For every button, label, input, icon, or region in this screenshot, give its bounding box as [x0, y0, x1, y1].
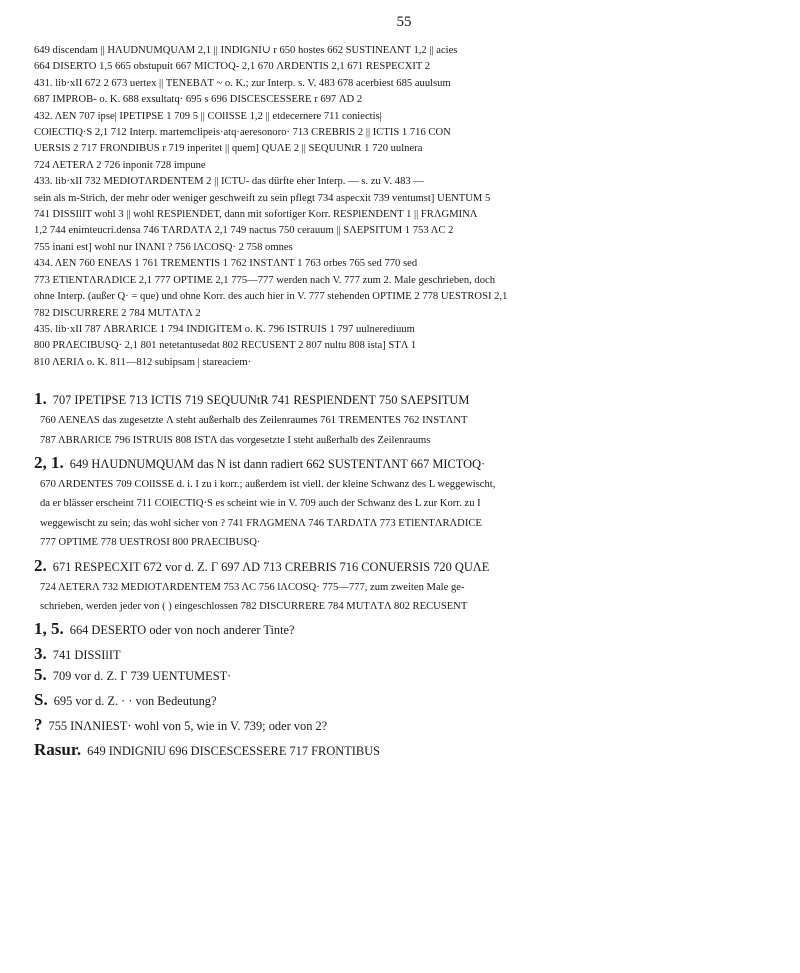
- text-line: 432. ΛΕΝ 707 ipse| IPETIPSE 1 709 5 || COlISSE 1,2 || etdecernere 711 coniectis|: [34, 110, 382, 122]
- note-line: [34, 644, 774, 665]
- note-text: da er blässer erscheint 711 COlECTIQ·S es scheint wie in V. 709 auch der Schwanz des L zur Korr. zu I: [40, 498, 481, 510]
- note-marker: 3.: [34, 644, 47, 664]
- note-line: [34, 577, 774, 596]
- note-line: [34, 513, 774, 532]
- text-line: 664 DISERTO 1,5 665 obstupuit 667 ΜICTOQ- 2,1 670 ΛRDENTIS 2,1 671 RESPECXIT 2: [34, 61, 431, 73]
- text-line: 782 DISCURRERE 2 784 ΜUTΛTΛ 2: [34, 307, 201, 319]
- note-text: 777 OPTIΜE 778 UESTROSI 800 PRΛECIBUSQ·: [40, 537, 261, 549]
- text-line: 434. ΛΕΝ 760 ENEΛS 1 761 TREΜENTIS 1 762 INSTΛNT 1 763 orbes 765 sed 770 sed: [34, 258, 418, 270]
- note-line: [34, 532, 774, 551]
- note-text: schrieben, werden jeder von ( ) eingeschlossen 782 DISCURRERE 784 ΜUTΛTΛ 802 RECUSENT: [40, 600, 468, 612]
- note-line: [34, 556, 774, 577]
- note-marker: 2.: [34, 555, 47, 575]
- text-line: 1,2 744 enimteucri.densa 746 TΛRDΛTΛ 2,1 749 nactus 750 cerauum || SΛEPSITUΜ 1 753 ΛC 2: [34, 225, 454, 237]
- note-text: weggewischt zu sein; das wohl sicher von ? 741 FRΛGΜENΛ 746 TΛRDΛTΛ 773 ETlENTΛRΛDICE: [40, 517, 482, 529]
- note-text: 709 vor d. Z. Γ 739 UENTUΜEST·: [52, 669, 232, 684]
- note-marker: ?: [34, 715, 43, 735]
- text-line: 649 discendam || ΗΛUDNUΜQUΛΜ 2,1 || INDIGNI∪ r 650 hostes 662 SUSTINEΛNT 1,2 || acies: [34, 45, 458, 56]
- text-line: 773 ETlENTΛRΛDICE 2,1 777 OPTIΜE 2,1 775—777 werden nach V. 777 zum 2. Male geschrieben, doch: [34, 274, 496, 286]
- text-line: sein als m-Strich, der mehr oder weniger geschweift zu sein pflegt 734 aspecxit 739 ventumst] UENTUΜ 5: [34, 192, 491, 204]
- text-line: COlECTIQ·S 2,1 712 Interp. martemclipeis·atq·aeresonoro· 713 CREBRIS 2 || ICTIS 1 716 CON: [34, 127, 451, 139]
- note-line: [34, 665, 774, 686]
- note-text: 671 RESPECXIT 672 vor d. Z. Γ 697 ΛD 713 CREBRIS 716 CONUERSIS 720 QUΛE: [52, 559, 490, 574]
- text-line: 687 IMPROB- o. K. 688 exsultatq· 695 s 696 DISCESCESSERE r 697 ΛD 2: [34, 94, 363, 106]
- text-line: UERSIS 2 717 FRONDIBUS r 719 inperitet || quem] QUΛE 2 || SEQUUNtR 1 720 uulnera: [34, 143, 423, 155]
- note-text: 664 DESERTO oder von noch anderer Tinte?: [69, 623, 295, 638]
- note-line: [34, 619, 774, 640]
- note-text: 741 DISSIlIT: [52, 648, 121, 663]
- note-line: [34, 740, 774, 761]
- note-text: 755 INΛNIEST· wohl von 5, wie in V. 739; oder von 2?: [48, 719, 328, 734]
- note-line: [34, 430, 774, 449]
- note-line: [34, 474, 774, 493]
- text-line: 810 ΛERIΛ o. K. 811—812 subipsam | stareaciem·: [34, 356, 252, 368]
- page-number: 55: [396, 14, 412, 30]
- text-line: ohne Interp. (außer Q· = que) und ohne Korr. des auch hier in V. 777 stehenden OPTIΜE 2 778 UESTROSI 2,1: [34, 291, 508, 303]
- note-line: [34, 715, 774, 736]
- note-line: [34, 389, 774, 410]
- text-line: 431. lib·xII 672 2 673 uertex || TENEBΛT ~ o. K.; zur Interp. s. V. 483 678 acerbiest 685 auulsum: [34, 77, 451, 89]
- text-line: 755 inani est] wohl nur INΛNI ? 756 lΛCOSQ· 2 758 omnes: [34, 241, 293, 253]
- hand-notes: [34, 389, 774, 761]
- note-line: [34, 596, 774, 615]
- note-marker: 2, 1.: [34, 452, 64, 472]
- note-marker: 1, 5.: [34, 619, 64, 639]
- text-line: 800 PRΛECIBUSQ· 2,1 801 netetantusedat 802 RECUSENT 2 807 nultu 808 ista] STΛ 1: [34, 340, 417, 352]
- text-line: 724 ΛETERΛ 2 726 inponit 728 impune: [34, 159, 206, 171]
- note-line: [34, 453, 774, 474]
- note-line: [34, 410, 774, 429]
- note-text: 787 ΛBRΛRICE 796 ISTRUIS 808 ISTΛ das vorgesetzte I steht außerhalb des Zeilenraums: [40, 434, 431, 446]
- note-marker: 1.: [34, 389, 47, 409]
- note-line: [34, 493, 774, 512]
- note-text: 695 vor d. Z. · · von Bedeutung?: [53, 694, 217, 709]
- note-marker: Rasur.: [34, 740, 82, 760]
- note-text: 724 ΛETERΛ 732 ΜEDIOTΛRDENTEΜ 753 ΛC 756 lΛCOSQ· 775—777, zum zweiten Male ge-: [40, 581, 465, 593]
- note-marker: 5.: [34, 665, 47, 685]
- note-text: 670 ΛRDENTES 709 COlISSE d. i. I zu i korr.; außerdem ist viell. der kleine Schwanz des L weggewischt,: [40, 478, 496, 490]
- collation-text: [34, 43, 774, 371]
- note-text: 707 IPETIPSE 713 ICTIS 719 SEQUUNtR 741 RESPlENDENT 750 SΛEPSITUΜ: [52, 393, 470, 408]
- note-marker: S.: [34, 690, 48, 710]
- note-line: [34, 690, 774, 711]
- note-text: 760 ΛENEΛS das zugesetzte Λ steht außerhalb des Zeilenraumes 761 TREΜENTES 762 INSTΛNT: [40, 415, 468, 427]
- text-line: 433. lib·xII 732 ΜEDIOTΛRDENTEΜ 2 || ICTU- das dürfte eher Interp. — s. zu V. 483 —: [34, 176, 424, 188]
- text-line: 435. lib·xII 787 ΛBRΛRICE 1 794 INDIGITEΜ o. K. 796 ISTRUIS 1 797 uulnerediuum: [34, 323, 415, 335]
- text-line: 741 DISSIlIT wohl 3 || wohl RESPlENDET, dann mit sofortiger Korr. RESPlENDENT 1 || FRΛGΜINΛ: [34, 209, 478, 221]
- note-text: 649 INDIGNIU 696 DISCESCESSERE 717 FRONTIBUS: [87, 744, 381, 759]
- note-text: 649 ΗΛUDNUΜQUΛΜ das N ist dann radiert 662 SUSTENTΛNT 667 ΜICTOQ·: [69, 456, 486, 471]
